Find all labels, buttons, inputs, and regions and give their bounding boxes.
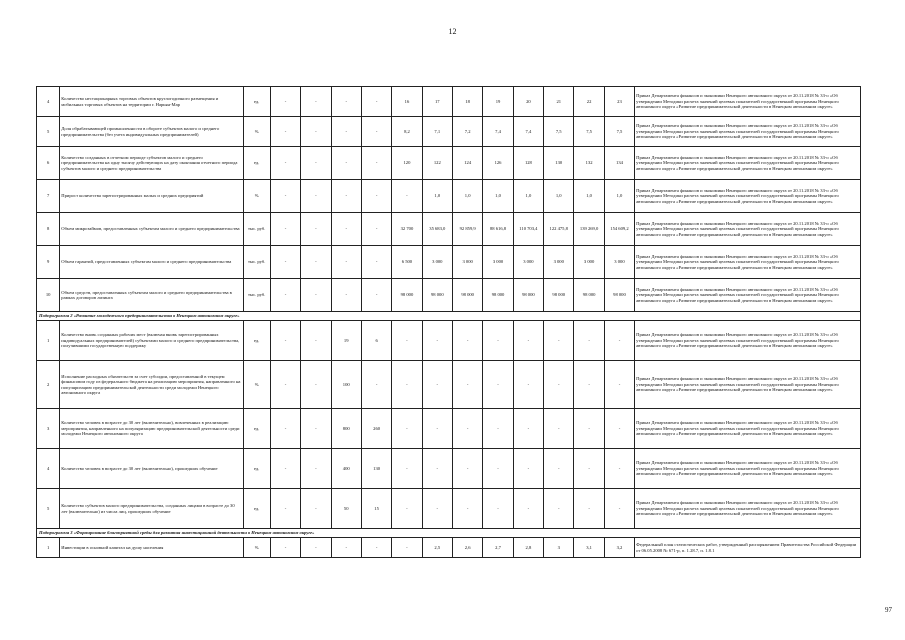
value-cell: - bbox=[544, 409, 574, 449]
source-cell: Приказ Департамента финансов и экономики Ненецкого автономного округа от 20.11.2018 № 33-о «Об утверждении Методики расчета значений целевых показателей государственной программы Ненецкого автономного округа «Развитие предпринимательской деятельности в Ненецком автономном округе» bbox=[635, 449, 861, 489]
value-cell: 7,5 bbox=[604, 117, 634, 147]
value-cell: 132 bbox=[574, 147, 604, 180]
value-cell: 139 269,0 bbox=[574, 213, 604, 246]
unit-cell: % bbox=[243, 180, 270, 213]
value-cell: - bbox=[483, 361, 513, 409]
value-cell: - bbox=[361, 279, 391, 312]
indicator-name: Инвестиции в основной капитал на душу населения bbox=[60, 538, 243, 558]
value-cell: - bbox=[331, 87, 361, 117]
value-cell: 2,6 bbox=[452, 538, 482, 558]
value-cell: - bbox=[301, 180, 331, 213]
table-row bbox=[37, 321, 861, 361]
value-cell: 98 000 bbox=[544, 279, 574, 312]
unit-cell: ед. bbox=[243, 87, 270, 117]
source-cell: Приказ Департамента финансов и экономики Ненецкого автономного округа от 20.11.2018 № 33-о «Об утверждении Методики расчета значений целевых показателей государственной программы Ненецкого автономного округа «Развитие предпринимательской деятельности в Ненецком автономном округе» bbox=[635, 147, 861, 180]
subprogram-title: Подпрограмма 2 «Развитие молодежного предпринимательства в Ненецком автономном округе» bbox=[37, 312, 861, 321]
row-number: 2 bbox=[37, 361, 60, 409]
unit-cell: ед. bbox=[243, 489, 270, 529]
value-cell: 8,2 bbox=[392, 117, 422, 147]
row-number: 1 bbox=[37, 538, 60, 558]
subprogram-header bbox=[37, 312, 861, 321]
value-cell: 98 000 bbox=[574, 279, 604, 312]
value-cell: - bbox=[452, 321, 482, 361]
value-cell: 3 000 bbox=[513, 246, 543, 279]
value-cell: - bbox=[392, 409, 422, 449]
value-cell: 20 bbox=[513, 87, 543, 117]
row-number: 4 bbox=[37, 449, 60, 489]
value-cell: 3 000 bbox=[574, 246, 604, 279]
value-cell: 2,7 bbox=[483, 538, 513, 558]
value-cell: - bbox=[513, 321, 543, 361]
value-cell: 1,0 bbox=[452, 180, 482, 213]
value-cell: 22 bbox=[574, 87, 604, 117]
value-cell: - bbox=[270, 246, 300, 279]
indicator-name: Доля обрабатывающей промышленности в обороте субъектов малого и среднего предпринимательства (без учета индивидуальных предпринимателей) bbox=[60, 117, 243, 147]
value-cell: - bbox=[544, 489, 574, 529]
value-cell: 98 000 bbox=[452, 279, 482, 312]
source-cell: Приказ Департамента финансов и экономики Ненецкого автономного округа от 20.11.2018 № 33-о «Об утверждении Методики расчета значений целевых показателей государственной программы Ненецкого автономного округа «Развитие предпринимательской деятельности в Ненецком автономном округе» bbox=[635, 321, 861, 361]
value-cell: 3 000 bbox=[483, 246, 513, 279]
value-cell: - bbox=[392, 321, 422, 361]
row-number: 8 bbox=[37, 213, 60, 246]
value-cell: - bbox=[392, 449, 422, 489]
value-cell: - bbox=[361, 246, 391, 279]
value-cell: - bbox=[483, 449, 513, 489]
value-cell: - bbox=[270, 87, 300, 117]
unit-cell: ед. bbox=[243, 147, 270, 180]
source-cell: Приказ Департамента финансов и экономики Ненецкого автономного округа от 20.11.2018 № 33-о «Об утверждении Методики расчета значений целевых показателей государственной программы Ненецкого автономного округа «Развитие предпринимательской деятельности в Ненецком автономном округе» bbox=[635, 117, 861, 147]
value-cell: - bbox=[604, 321, 634, 361]
value-cell: - bbox=[452, 409, 482, 449]
source-cell: Приказ Департамента финансов и экономики Ненецкого автономного округа от 20.11.2018 № 33-о «Об утверждении Методики расчета значений целевых показателей государственной программы Ненецкого автономного округа «Развитие предпринимательской деятельности в Ненецком автономном округе» bbox=[635, 409, 861, 449]
value-cell: 134 bbox=[604, 147, 634, 180]
value-cell: 120 bbox=[392, 147, 422, 180]
value-cell: - bbox=[301, 409, 331, 449]
source-cell: Приказ Департамента финансов и экономики Ненецкого автономного округа от 20.11.2018 № 33-о «Об утверждении Методики расчета значений целевых показателей государственной программы Ненецкого автономного округа «Развитие предпринимательской деятельности в Ненецком автономном округе» bbox=[635, 213, 861, 246]
value-cell: 1,0 bbox=[513, 180, 543, 213]
value-cell: - bbox=[483, 409, 513, 449]
value-cell: - bbox=[483, 321, 513, 361]
value-cell: 98 000 bbox=[392, 279, 422, 312]
indicator-name: Количество человек в возрасте до 30 лет (включительно), вовлеченных в реализацию мероприятия, направленного на популяризацию предпринимательской деятельности среди молодежи Ненецкого автономного округа bbox=[60, 409, 243, 449]
source-cell: Приказ Департамента финансов и экономики Ненецкого автономного округа от 20.11.2018 № 33-о «Об утверждении Методики расчета значений целевых показателей государственной программы Ненецкого автономного округа «Развитие предпринимательской деятельности в Ненецком автономном округе» bbox=[635, 489, 861, 529]
value-cell: 3 000 bbox=[544, 246, 574, 279]
value-cell: - bbox=[574, 449, 604, 489]
value-cell: - bbox=[544, 449, 574, 489]
value-cell: - bbox=[270, 279, 300, 312]
value-cell: 7,5 bbox=[574, 117, 604, 147]
row-number: 3 bbox=[37, 409, 60, 449]
value-cell: 6 500 bbox=[392, 246, 422, 279]
value-cell: - bbox=[392, 538, 422, 558]
value-cell: 15 bbox=[361, 489, 391, 529]
value-cell: - bbox=[270, 180, 300, 213]
value-cell: 128 bbox=[513, 147, 543, 180]
value-cell: - bbox=[270, 449, 300, 489]
value-cell: - bbox=[422, 449, 452, 489]
value-cell: 1,0 bbox=[483, 180, 513, 213]
indicator-name: Объем гарантий, предоставленных субъектам малого и среднего предпринимательства bbox=[60, 246, 243, 279]
value-cell: 130 bbox=[544, 147, 574, 180]
indicator-name: Количество субъектов малого предпринимательства, созданных лицами в возрасте до 30 лет (включительно) из числа лиц, прошедших обучение bbox=[60, 489, 243, 529]
value-cell: - bbox=[422, 489, 452, 529]
table-row bbox=[37, 147, 861, 180]
value-cell: 17 bbox=[422, 87, 452, 117]
unit-cell: тыс. руб. bbox=[243, 213, 270, 246]
source-cell: Приказ Департамента финансов и экономики Ненецкого автономного округа от 20.11.2018 № 33-о «Об утверждении Методики расчета значений целевых показателей государственной программы Ненецкого автономного округа «Развитие предпринимательской деятельности в Ненецком автономном округе» bbox=[635, 246, 861, 279]
table-row bbox=[37, 361, 861, 409]
table-row bbox=[37, 213, 861, 246]
value-cell: - bbox=[361, 538, 391, 558]
value-cell: 7,5 bbox=[544, 117, 574, 147]
value-cell: - bbox=[392, 180, 422, 213]
row-number: 10 bbox=[37, 279, 60, 312]
table-row bbox=[37, 279, 861, 312]
value-cell: - bbox=[270, 117, 300, 147]
value-cell: - bbox=[361, 87, 391, 117]
indicators-table bbox=[36, 86, 861, 558]
indicator-name: Объем средств, предоставленных субъектам малого и среднего предпринимательства в рамках договоров лизинга bbox=[60, 279, 243, 312]
value-cell: 16 bbox=[392, 87, 422, 117]
source-cell: Федеральный план статистических работ, утвержденный распоряжением Правительства Российской Федерации от 06.05.2008 № 671-р, п. 1.28.7, п. 1.8.1 bbox=[635, 538, 861, 558]
value-cell: - bbox=[301, 361, 331, 409]
value-cell: - bbox=[574, 321, 604, 361]
source-cell: Приказ Департамента финансов и экономики Ненецкого автономного округа от 20.11.2018 № 33-о «Об утверждении Методики расчета значений целевых показателей государственной программы Ненецкого автономного округа «Развитие предпринимательской деятельности в Ненецком автономном округе» bbox=[635, 361, 861, 409]
value-cell: - bbox=[301, 213, 331, 246]
value-cell: 124 bbox=[452, 147, 482, 180]
value-cell: 122 bbox=[422, 147, 452, 180]
value-cell: - bbox=[361, 117, 391, 147]
value-cell: - bbox=[270, 321, 300, 361]
table-row bbox=[37, 409, 861, 449]
value-cell: 19 bbox=[483, 87, 513, 117]
value-cell: - bbox=[301, 538, 331, 558]
table-row bbox=[37, 117, 861, 147]
value-cell: - bbox=[574, 409, 604, 449]
value-cell: - bbox=[331, 147, 361, 180]
page-number: 12 bbox=[448, 27, 457, 36]
value-cell: 92 859,9 bbox=[452, 213, 482, 246]
row-number: 9 bbox=[37, 246, 60, 279]
value-cell: - bbox=[331, 180, 361, 213]
value-cell: 2,5 bbox=[422, 538, 452, 558]
indicator-name: Исполнение расходных обязательств за счет субсидии, предоставленной в текущем финансовом году из федерального бюджета на реализацию мероприятия, направленного на популяризацию предпринимательской деятельности среди молодежи Ненецкого автономного округа bbox=[60, 361, 243, 409]
value-cell: - bbox=[574, 489, 604, 529]
value-cell: - bbox=[331, 279, 361, 312]
value-cell: 3,1 bbox=[574, 538, 604, 558]
row-number: 7 bbox=[37, 180, 60, 213]
value-cell: 3 000 bbox=[422, 246, 452, 279]
unit-cell: ед. bbox=[243, 449, 270, 489]
table-row bbox=[37, 489, 861, 529]
value-cell: 7,4 bbox=[483, 117, 513, 147]
unit-cell: ед. bbox=[243, 409, 270, 449]
value-cell: - bbox=[270, 361, 300, 409]
value-cell: 400 bbox=[331, 449, 361, 489]
value-cell: 32 700 bbox=[392, 213, 422, 246]
value-cell: 154 609,2 bbox=[604, 213, 634, 246]
value-cell: - bbox=[301, 279, 331, 312]
value-cell: - bbox=[544, 361, 574, 409]
value-cell: 1,0 bbox=[422, 180, 452, 213]
source-cell: Приказ Департамента финансов и экономики Ненецкого автономного округа от 20.11.2018 № 33-о «Об утверждении Методики расчета значений целевых показателей государственной программы Ненецкого автономного округа «Развитие предпринимательской деятельности в Ненецком автономном округе» bbox=[635, 87, 861, 117]
value-cell: - bbox=[422, 361, 452, 409]
row-number: 1 bbox=[37, 321, 60, 361]
value-cell: 126 bbox=[483, 147, 513, 180]
value-cell: 6 bbox=[361, 321, 391, 361]
table-row bbox=[37, 87, 861, 117]
indicator-name: Количество вновь созданных рабочих мест (включая вновь зарегистрированных индивидуальных предпринимателей) субъектами малого и среднего предпринимательства, получившими государственную поддержку bbox=[60, 321, 243, 361]
value-cell: - bbox=[361, 213, 391, 246]
value-cell: - bbox=[604, 361, 634, 409]
value-cell: - bbox=[513, 449, 543, 489]
value-cell: - bbox=[513, 489, 543, 529]
value-cell: - bbox=[331, 246, 361, 279]
indicator-name: Количество нестационарных торговых объектов круглогодичного размещения и мобильных торговых объектов на территории г. Нарьян-Мар bbox=[60, 87, 243, 117]
value-cell: 7,4 bbox=[513, 117, 543, 147]
value-cell: 100 bbox=[331, 361, 361, 409]
value-cell: 18 bbox=[452, 87, 482, 117]
value-cell: 3 000 bbox=[604, 246, 634, 279]
value-cell: - bbox=[361, 147, 391, 180]
unit-cell: % bbox=[243, 117, 270, 147]
value-cell: - bbox=[270, 489, 300, 529]
value-cell: - bbox=[301, 147, 331, 180]
value-cell: - bbox=[301, 87, 331, 117]
value-cell: 7,1 bbox=[422, 117, 452, 147]
value-cell: - bbox=[301, 321, 331, 361]
table-row bbox=[37, 180, 861, 213]
value-cell: 3 bbox=[544, 538, 574, 558]
value-cell: - bbox=[392, 489, 422, 529]
indicator-name: Количество созданных в отчетном периоде субъектов малого и среднего предпринимательства на одну тысячу действующих на дату окончания отчетного периода субъектов малого и среднего предпринимательства bbox=[60, 147, 243, 180]
value-cell: - bbox=[483, 489, 513, 529]
unit-cell: ед. bbox=[243, 321, 270, 361]
value-cell: - bbox=[604, 409, 634, 449]
value-cell: - bbox=[452, 449, 482, 489]
value-cell: - bbox=[513, 409, 543, 449]
table-row bbox=[37, 449, 861, 489]
value-cell: 1,0 bbox=[574, 180, 604, 213]
value-cell: - bbox=[604, 449, 634, 489]
value-cell: - bbox=[301, 117, 331, 147]
value-cell: 122 475,8 bbox=[544, 213, 574, 246]
value-cell: 260 bbox=[361, 409, 391, 449]
value-cell: - bbox=[270, 147, 300, 180]
unit-cell: % bbox=[243, 538, 270, 558]
corner-note: 97 bbox=[885, 606, 892, 614]
value-cell: - bbox=[422, 409, 452, 449]
value-cell: 98 000 bbox=[422, 279, 452, 312]
value-cell: 98 000 bbox=[604, 279, 634, 312]
row-number: 6 bbox=[37, 147, 60, 180]
table-row bbox=[37, 246, 861, 279]
value-cell: 2,8 bbox=[513, 538, 543, 558]
row-number: 5 bbox=[37, 489, 60, 529]
value-cell: 3,2 bbox=[604, 538, 634, 558]
value-cell: 98 000 bbox=[483, 279, 513, 312]
value-cell: - bbox=[331, 213, 361, 246]
source-cell: Приказ Департамента финансов и экономики Ненецкого автономного округа от 20.11.2018 № 33-о «Об утверждении Методики расчета значений целевых показателей государственной программы Ненецкого автономного округа «Развитие предпринимательской деятельности в Ненецком автономном округе» bbox=[635, 279, 861, 312]
indicator-name: Количество человек в возрасте до 30 лет (включительно), прошедших обучение bbox=[60, 449, 243, 489]
value-cell: 800 bbox=[331, 409, 361, 449]
value-cell: - bbox=[270, 538, 300, 558]
value-cell: 3 000 bbox=[452, 246, 482, 279]
value-cell: - bbox=[452, 489, 482, 529]
value-cell: - bbox=[574, 361, 604, 409]
source-cell: Приказ Департамента финансов и экономики Ненецкого автономного округа от 20.11.2018 № 33-о «Об утверждении Методики расчета значений целевых показателей государственной программы Ненецкого автономного округа «Развитие предпринимательской деятельности в Ненецком автономном округе» bbox=[635, 180, 861, 213]
unit-cell: тыс. руб. bbox=[243, 246, 270, 279]
unit-cell: тыс. руб. bbox=[243, 279, 270, 312]
value-cell: 7,2 bbox=[452, 117, 482, 147]
value-cell: - bbox=[331, 538, 361, 558]
value-cell: - bbox=[301, 449, 331, 489]
value-cell: 35 683,0 bbox=[422, 213, 452, 246]
value-cell: - bbox=[513, 361, 543, 409]
indicator-name: Прирост количества зарегистрированных малых и средних предприятий bbox=[60, 180, 243, 213]
value-cell: - bbox=[392, 361, 422, 409]
indicators-table-body bbox=[37, 87, 861, 558]
value-cell: - bbox=[270, 409, 300, 449]
table-row bbox=[37, 538, 861, 558]
value-cell: - bbox=[361, 361, 391, 409]
row-number: 4 bbox=[37, 87, 60, 117]
value-cell: 21 bbox=[544, 87, 574, 117]
unit-cell: % bbox=[243, 361, 270, 409]
value-cell: - bbox=[331, 117, 361, 147]
value-cell: - bbox=[301, 246, 331, 279]
value-cell: - bbox=[361, 180, 391, 213]
subprogram-title: Подпрограмма 3 «Формирование благоприятной среды для развития инвестиционной деятельности в Ненецком автономном округе» bbox=[37, 529, 861, 538]
value-cell: 23 bbox=[604, 87, 634, 117]
value-cell: 110 703,4 bbox=[513, 213, 543, 246]
value-cell: - bbox=[604, 489, 634, 529]
row-number: 5 bbox=[37, 117, 60, 147]
value-cell: 50 bbox=[331, 489, 361, 529]
value-cell: 130 bbox=[361, 449, 391, 489]
value-cell: - bbox=[301, 489, 331, 529]
value-cell: 1,0 bbox=[544, 180, 574, 213]
value-cell: - bbox=[422, 321, 452, 361]
value-cell: 88 616,8 bbox=[483, 213, 513, 246]
value-cell: 1,0 bbox=[604, 180, 634, 213]
value-cell: 98 000 bbox=[513, 279, 543, 312]
value-cell: 19 bbox=[331, 321, 361, 361]
subprogram-header bbox=[37, 529, 861, 538]
indicator-name: Объем микрозаймов, предоставленных субъектам малого и среднего предпринимательства bbox=[60, 213, 243, 246]
value-cell: - bbox=[544, 321, 574, 361]
value-cell: - bbox=[270, 213, 300, 246]
value-cell: - bbox=[452, 361, 482, 409]
